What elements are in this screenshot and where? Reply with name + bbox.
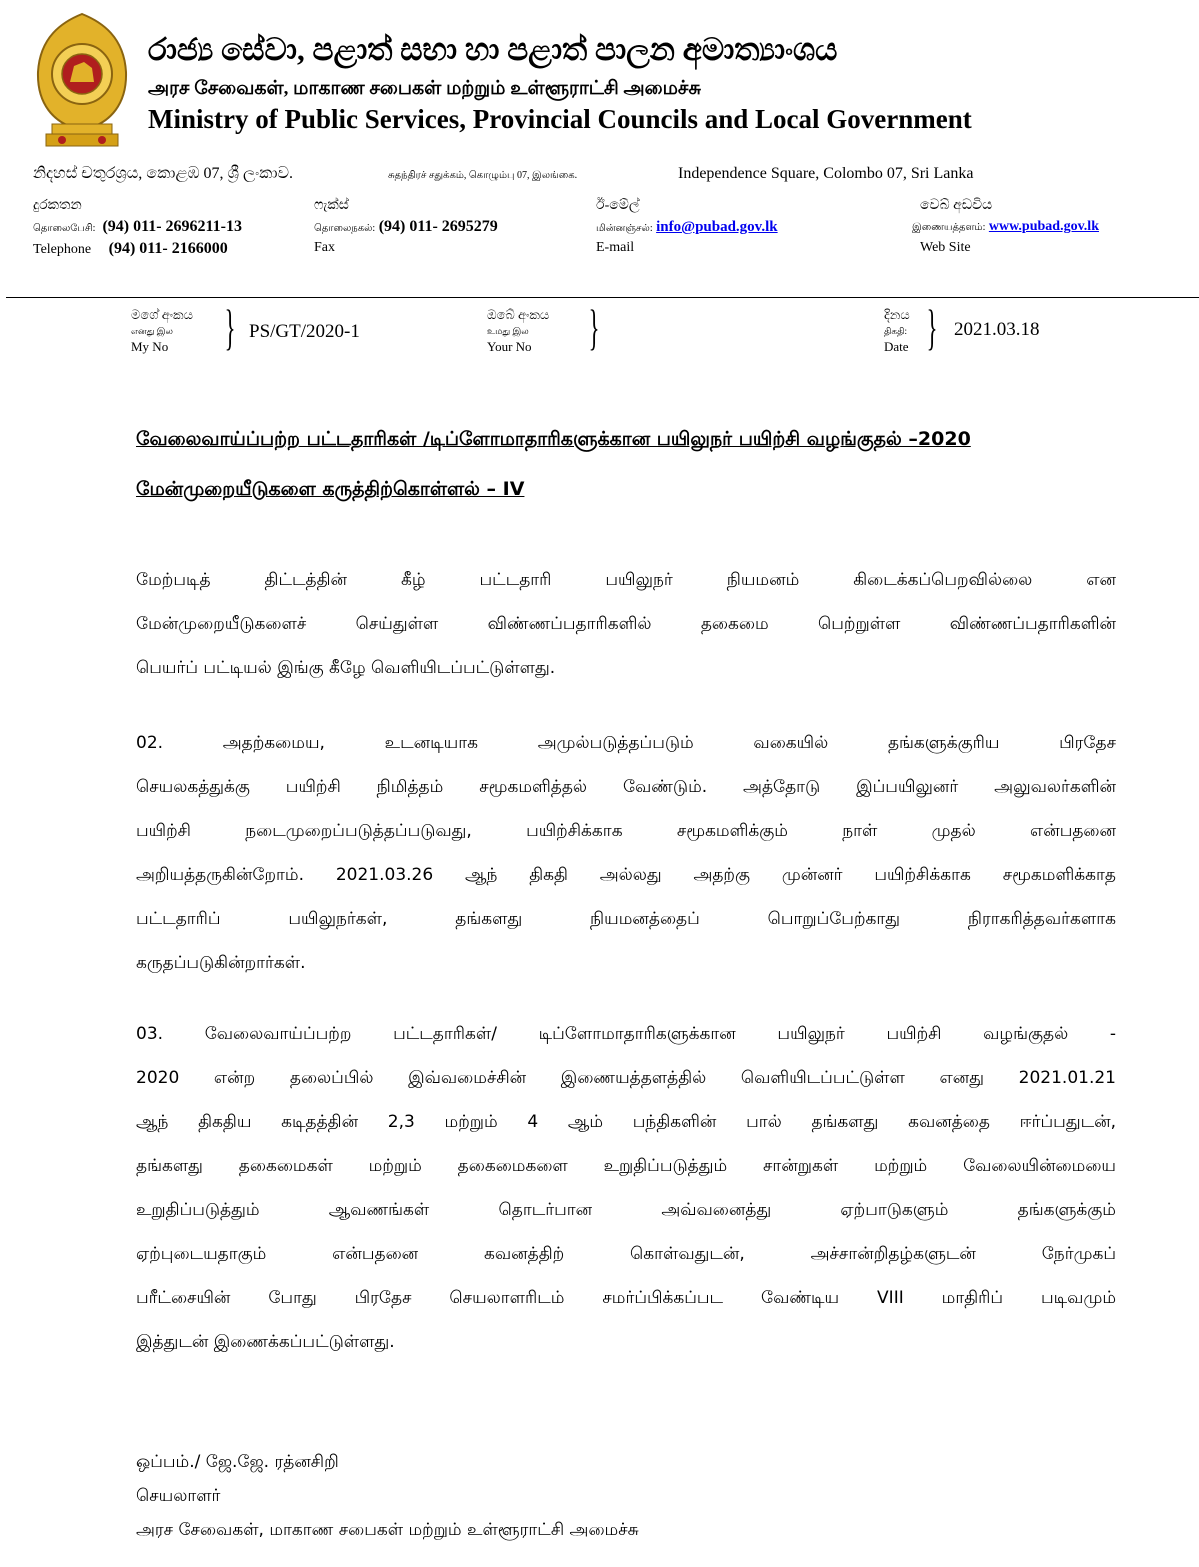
my-no-labels — [131, 307, 193, 355]
your-no-label-tamil: உமது இல — [487, 326, 529, 336]
signature-block — [136, 1445, 639, 1547]
your-no-label-english: Your No — [487, 339, 532, 354]
address-sinhala: නිදහස් චතුරශ්‍රය, කොළඹ 07, ශ්‍රී ලංකාව. — [33, 165, 293, 182]
paragraph-line: பட்டதாரிப் பயிலுநர்கள், தங்களது நியமனத்தைப் பொறுப்பேற்காது நிராகரித்தவர்களாக — [136, 909, 1116, 929]
paragraph-line: பயிற்சி நடைமுறைப்படுத்தப்படுவது, பயிற்சிக்காக சமூகமளிக்கும் நாள் முதல் என்பதனை — [136, 821, 1116, 841]
your-no-labels — [487, 307, 549, 355]
web-row — [912, 219, 1099, 235]
fax-value: (94) 011- 2695279 — [378, 218, 498, 235]
ministry-name: அரச சேவைகள், மாகாண சபைகள் மற்றும் உள்ளூராட்சி அமைச்சு — [136, 1520, 639, 1540]
paragraph-line: ஆந் திகதிய கடிதத்தின் 2,3 மற்றும் 4 ஆம் பந்திகளின் பால் தங்களது கவனத்தை ஈர்ப்பதுடன், — [136, 1112, 1116, 1132]
fax-row — [314, 218, 498, 236]
paragraph-line: 2020 என்ற தலைப்பில் இவ்வமைச்சின் இணையத்தளத்தில் வெளியிடப்பட்டுள்ள எனது 2021.01.21 — [136, 1068, 1116, 1088]
my-no-label-sinhala: මගේ අංකය — [131, 307, 193, 322]
ministry-title-english: Ministry of Public Services, Provincial Councils and Local Government — [148, 104, 972, 134]
paragraph-1 — [136, 558, 1116, 690]
brace-icon: } — [926, 299, 938, 355]
paragraph-line: பரீட்சையின் போது பிரதேச செயலாளரிடம் சமர்ப்பிக்கப்பட வேண்டிய VIII மாதிரிப் படிவமும் — [136, 1288, 1116, 1308]
subject-line-1: வேலைவாய்ப்பற்ற பட்டதாரிகள் /டிப்ளோமாதாரிகளுக்கான பயிலுநர் பயிற்சி வழங்குதல் –2020 — [136, 428, 971, 450]
ministry-title-tamil: அரச சேவைகள், மாகாண சபைகள் மற்றும் உள்ளூராட்சி அமைச்சு — [148, 78, 701, 99]
paragraph-3 — [136, 1012, 1116, 1364]
telephone-value-1: (94) 011- 2696211-13 — [102, 218, 242, 235]
telephone-row — [33, 218, 242, 236]
brace-icon: } — [588, 299, 600, 355]
telephone-label-sinhala: දුරකතන — [33, 198, 82, 213]
date-label-tamil: திகதி: — [884, 326, 908, 336]
subject-line-2: மேன்முறையீடுகளை கருத்திற்கொள்ளல் – IV — [136, 478, 525, 500]
email-label-sinhala: ඊ-මේල් — [596, 198, 640, 213]
address-english: Independence Square, Colombo 07, Sri Lanka — [678, 165, 974, 182]
telephone-label-tamil: தொலைபேசி: — [33, 223, 96, 234]
fax-label-english: Fax — [314, 240, 335, 255]
signed-by: ஒப்பம்./ ஜே.ஜே. ரத்னசிறி — [136, 1452, 339, 1472]
web-label-english: Web Site — [920, 240, 971, 255]
paragraph-line: பெயர்ப் பட்டியல் இங்கு கீழே வெளியிடப்பட்டுள்ளது. — [136, 658, 556, 678]
email-link[interactable]: info@pubad.gov.lk — [656, 219, 778, 235]
web-label-sinhala: වෙබ් අඩවිය — [920, 198, 993, 213]
fax-label-sinhala: ෆැක්ස් — [314, 198, 349, 213]
your-no-label-sinhala: ඔබේ අංකය — [487, 307, 550, 322]
telephone-label-english: Telephone — [33, 242, 92, 257]
paragraph-2 — [136, 721, 1116, 985]
paragraph-line: மேற்படித் திட்டத்தின் கீழ் பட்டதாரி பயிலுநர் நியமனம் கிடைக்கப்பெறவில்லை என — [136, 570, 1116, 590]
my-no-label-english: My No — [131, 339, 169, 354]
my-no-value: PS/GT/2020-1 — [249, 321, 360, 342]
date-label-english: Date — [884, 339, 909, 354]
paragraph-line: 03. வேலைவாய்ப்பற்ற பட்டதாரிகள்/ டிப்ளோமாதாரிகளுக்கான பயிலுநர் பயிற்சி வழங்குதல் - — [136, 1024, 1116, 1044]
email-label-english: E-mail — [596, 240, 635, 255]
paragraph-line: 02. அதற்கமைய, உடனடியாக அமுல்படுத்தப்படும் வகையில் தங்களுக்குரிய பிரதேச — [136, 733, 1116, 753]
date-label-sinhala: දිනය — [884, 307, 910, 322]
address-tamil: சுதந்திரச் சதுக்கம், கொழும்பு 07, இலங்கை. — [388, 170, 578, 181]
paragraph-line: ஏற்புடையதாகும் என்பதனை கவனத்திற் கொள்வதுடன், அச்சான்றிதழ்களுடன் நேர்முகப் — [136, 1244, 1116, 1264]
telephone-value-2: (94) 011- 2166000 — [108, 240, 228, 257]
header-divider — [6, 297, 1199, 298]
date-value: 2021.03.18 — [954, 319, 1040, 340]
brace-icon: } — [224, 299, 236, 355]
paragraph-line: தங்களது தகைமைகள் மற்றும் தகைமைகளை உறுதிப்படுத்தும் சான்றுகள் மற்றும் வேலையின்மையை — [136, 1156, 1116, 1176]
paragraph-line: உறுதிப்படுத்தும் ஆவணங்கள் தொடர்பான அவ்வனைத்து ஏற்பாடுகளும் தங்களுக்கும் — [136, 1200, 1116, 1220]
telephone-row-2 — [33, 240, 228, 258]
paragraph-line: அறியத்தருகின்றோம். 2021.03.26 ஆந் திகதி அல்லது அதற்கு முன்னர் பயிற்சிக்காக சமூகமளிக்காத — [136, 865, 1116, 885]
my-no-label-tamil: எனது இல — [131, 326, 174, 336]
paragraph-line: இத்துடன் இணைக்கப்பட்டுள்ளது. — [136, 1332, 395, 1352]
paragraph-line: செயலகத்துக்கு பயிற்சி நிமித்தம் சமூகமளித்தல் வேண்டும். அத்தோடு இப்பயிலுனர் அலுவலர்களின் — [136, 777, 1116, 797]
website-link[interactable]: www.pubad.gov.lk — [988, 219, 1099, 234]
fax-label-tamil: தொலைநகல்: — [314, 223, 376, 234]
designation: செயலாளர் — [136, 1486, 221, 1506]
date-labels — [884, 307, 910, 355]
paragraph-line: கருதப்படுகின்றார்கள். — [136, 953, 306, 973]
email-label-tamil: மின்னஞ்சல்: — [596, 223, 653, 234]
sri-lanka-emblem-icon — [32, 12, 132, 150]
paragraph-line: மேன்முறையீடுகளைச் செய்துள்ள விண்ணப்பதாரிகளில் தகைமை பெற்றுள்ள விண்ணப்பதாரிகளின் — [136, 614, 1116, 634]
ministry-title-sinhala: රාජ්‍ය සේවා, පළාත් සභා හා පළාත් පාලන අමාත්‍යාංශය — [148, 32, 838, 67]
web-label-tamil: இணையத்தளம்: — [912, 222, 986, 233]
email-row — [596, 219, 778, 236]
